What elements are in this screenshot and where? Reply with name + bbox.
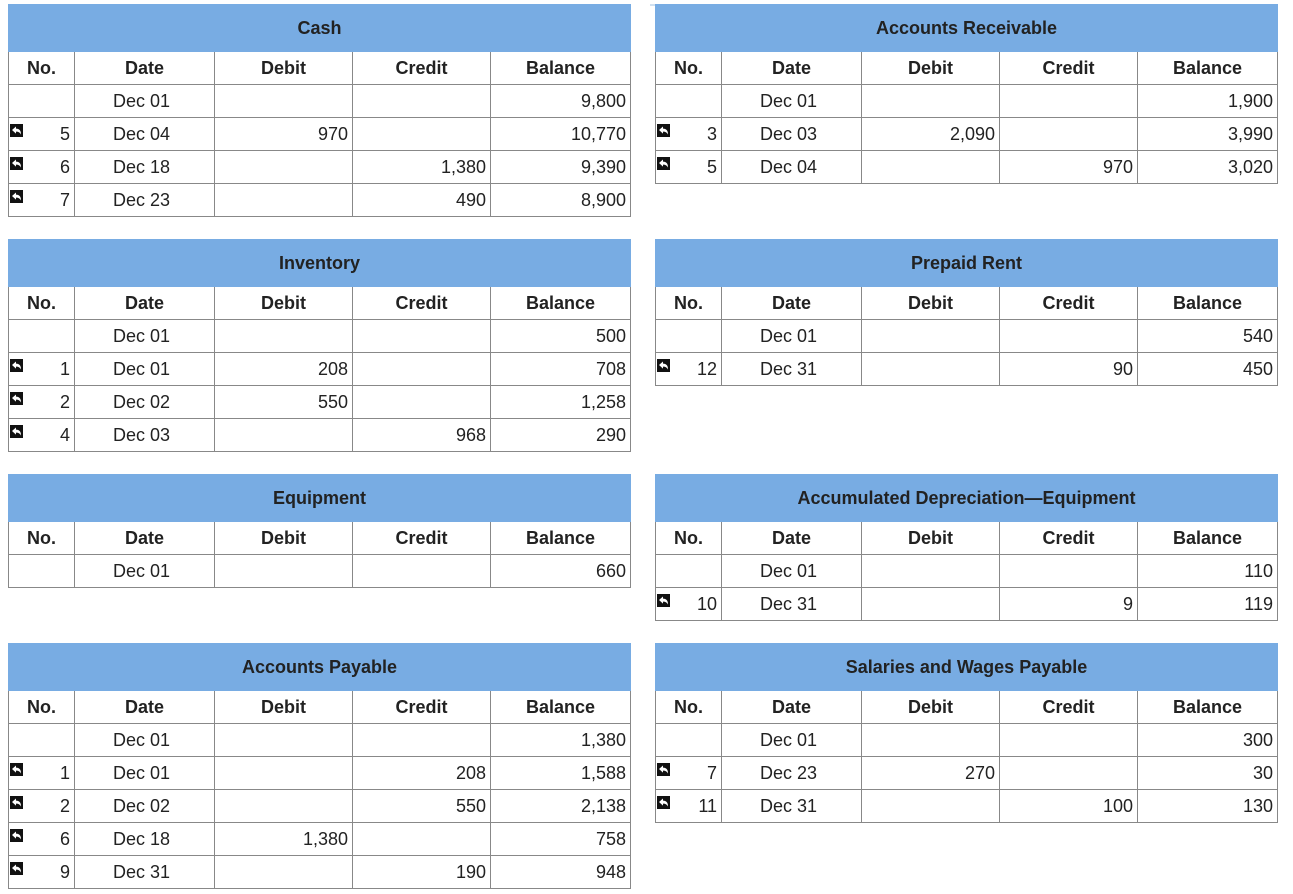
debit-cell (862, 790, 1000, 823)
credit-cell (353, 555, 491, 588)
debit-cell: 970 (215, 118, 353, 151)
entry-number-cell (9, 823, 75, 856)
debit-cell (862, 85, 1000, 118)
account-title: Equipment (9, 475, 631, 522)
back-arrow-icon[interactable] (10, 190, 23, 203)
ledger-accumulated-depreciation-equipment (655, 474, 1277, 621)
column-header-no: No. (656, 691, 722, 724)
entry-number: 4 (59, 424, 70, 445)
balance-cell: 9,390 (491, 151, 631, 184)
column-header-debit: Debit (862, 287, 1000, 320)
back-arrow-icon[interactable] (657, 594, 670, 607)
back-arrow-icon[interactable] (10, 763, 23, 776)
table-row (9, 320, 631, 353)
debit-cell (862, 555, 1000, 588)
entry-number: 2 (59, 795, 70, 816)
balance-cell: 290 (491, 419, 631, 452)
entry-number-cell (656, 118, 722, 151)
column-header-date: Date (75, 287, 215, 320)
back-arrow-icon[interactable] (10, 796, 23, 809)
credit-cell: 1,380 (353, 151, 491, 184)
back-arrow-icon[interactable] (10, 359, 23, 372)
column-header-date: Date (75, 522, 215, 555)
back-arrow-icon[interactable] (657, 763, 670, 776)
column-header-credit: Credit (353, 691, 491, 724)
credit-cell: 190 (353, 856, 491, 889)
balance-cell: 130 (1138, 790, 1278, 823)
debit-cell (862, 151, 1000, 184)
column-header-credit: Credit (353, 287, 491, 320)
balance-cell: 30 (1138, 757, 1278, 790)
column-header-balance: Balance (491, 52, 631, 85)
debit-cell (215, 856, 353, 889)
table-row (656, 724, 1278, 757)
entry-number: 7 (59, 189, 70, 210)
entry-number: 9 (59, 861, 70, 882)
column-header-no: No. (9, 52, 75, 85)
ledger-table (8, 239, 631, 452)
entry-number: 3 (706, 123, 717, 144)
balance-cell: 500 (491, 320, 631, 353)
debit-cell (862, 724, 1000, 757)
credit-cell: 9 (1000, 588, 1138, 621)
entry-number-cell (9, 85, 75, 118)
ledger-inventory (8, 239, 630, 452)
entry-number: 11 (698, 795, 717, 816)
back-arrow-icon[interactable] (10, 425, 23, 438)
date-cell: Dec 03 (75, 419, 215, 452)
date-cell: Dec 02 (75, 386, 215, 419)
column-header-debit: Debit (862, 52, 1000, 85)
column-header-no: No. (656, 52, 722, 85)
date-cell: Dec 31 (722, 790, 862, 823)
credit-cell (1000, 757, 1138, 790)
credit-cell (353, 320, 491, 353)
entry-number-cell (9, 555, 75, 588)
table-row (656, 790, 1278, 823)
back-arrow-icon[interactable] (657, 124, 670, 137)
column-header-no: No. (9, 522, 75, 555)
balance-cell: 2,138 (491, 790, 631, 823)
entry-number-cell (9, 856, 75, 889)
ledger-prepaid-rent (655, 239, 1277, 386)
debit-cell (862, 320, 1000, 353)
table-row (9, 184, 631, 217)
table-row (656, 85, 1278, 118)
date-cell: Dec 03 (722, 118, 862, 151)
balance-cell: 10,770 (491, 118, 631, 151)
account-title: Accumulated Depreciation—Equipment (656, 475, 1278, 522)
table-row (9, 823, 631, 856)
entry-number: 10 (696, 593, 717, 614)
back-arrow-icon[interactable] (657, 157, 670, 170)
debit-cell: 550 (215, 386, 353, 419)
balance-cell: 1,588 (491, 757, 631, 790)
account-title: Cash (9, 5, 631, 52)
date-cell: Dec 04 (75, 118, 215, 151)
balance-cell: 110 (1138, 555, 1278, 588)
back-arrow-icon[interactable] (10, 392, 23, 405)
table-row (9, 419, 631, 452)
date-cell: Dec 02 (75, 790, 215, 823)
credit-cell (1000, 118, 1138, 151)
date-cell: Dec 18 (75, 151, 215, 184)
credit-cell: 90 (1000, 353, 1138, 386)
date-cell: Dec 01 (722, 555, 862, 588)
column-header-no: No. (9, 287, 75, 320)
entry-number-cell (656, 85, 722, 118)
ledger-table (655, 239, 1278, 386)
column-header-credit: Credit (1000, 691, 1138, 724)
entry-number-cell (9, 353, 75, 386)
balance-cell: 300 (1138, 724, 1278, 757)
balance-cell: 3,990 (1138, 118, 1278, 151)
date-cell: Dec 23 (722, 757, 862, 790)
ledger-table (8, 643, 631, 889)
debit-cell (215, 419, 353, 452)
column-header-date: Date (722, 522, 862, 555)
column-header-debit: Debit (215, 522, 353, 555)
ledger-table (8, 474, 631, 588)
debit-cell: 1,380 (215, 823, 353, 856)
column-header-credit: Credit (1000, 287, 1138, 320)
account-title: Prepaid Rent (656, 240, 1278, 287)
column-header-balance: Balance (491, 522, 631, 555)
date-cell: Dec 23 (75, 184, 215, 217)
debit-cell (215, 724, 353, 757)
credit-cell: 970 (1000, 151, 1138, 184)
ledger-cash (8, 4, 630, 217)
entry-number-cell (9, 724, 75, 757)
table-row (9, 555, 631, 588)
table-row (656, 118, 1278, 151)
balance-cell: 660 (491, 555, 631, 588)
date-cell: Dec 01 (722, 320, 862, 353)
entry-number-cell (9, 151, 75, 184)
column-header-debit: Debit (862, 522, 1000, 555)
credit-cell (353, 353, 491, 386)
column-header-balance: Balance (1138, 691, 1278, 724)
credit-cell: 490 (353, 184, 491, 217)
column-header-credit: Credit (353, 522, 491, 555)
credit-cell (353, 724, 491, 757)
entry-number-cell (656, 353, 722, 386)
credit-cell (1000, 724, 1138, 757)
balance-cell: 9,800 (491, 85, 631, 118)
credit-cell: 100 (1000, 790, 1138, 823)
credit-cell (353, 386, 491, 419)
account-title: Inventory (9, 240, 631, 287)
column-header-balance: Balance (1138, 287, 1278, 320)
credit-cell: 208 (353, 757, 491, 790)
debit-cell: 208 (215, 353, 353, 386)
entry-number: 2 (59, 391, 70, 412)
debit-cell (215, 85, 353, 118)
balance-cell: 540 (1138, 320, 1278, 353)
credit-cell (1000, 555, 1138, 588)
ledger-table (655, 4, 1278, 184)
account-title: Accounts Payable (9, 644, 631, 691)
table-row (656, 588, 1278, 621)
table-row (656, 151, 1278, 184)
date-cell: Dec 01 (75, 320, 215, 353)
debit-cell (215, 184, 353, 217)
entry-number-cell (656, 790, 722, 823)
column-header-credit: Credit (353, 52, 491, 85)
debit-cell (215, 757, 353, 790)
balance-cell: 8,900 (491, 184, 631, 217)
column-header-credit: Credit (1000, 522, 1138, 555)
table-row (656, 353, 1278, 386)
date-cell: Dec 31 (75, 856, 215, 889)
entry-number-cell (9, 790, 75, 823)
entry-number: 12 (696, 358, 717, 379)
ledger-equipment (8, 474, 630, 588)
debit-cell (215, 790, 353, 823)
date-cell: Dec 31 (722, 353, 862, 386)
balance-cell: 758 (491, 823, 631, 856)
debit-cell: 270 (862, 757, 1000, 790)
column-header-date: Date (722, 287, 862, 320)
date-cell: Dec 01 (75, 724, 215, 757)
entry-number-cell (9, 757, 75, 790)
balance-cell: 3,020 (1138, 151, 1278, 184)
credit-cell: 550 (353, 790, 491, 823)
debit-cell (215, 320, 353, 353)
ledger-table (8, 4, 631, 217)
table-row (9, 85, 631, 118)
balance-cell: 119 (1138, 588, 1278, 621)
ledger-table (655, 643, 1278, 823)
date-cell: Dec 01 (75, 757, 215, 790)
table-row (9, 151, 631, 184)
ledger-accounts-receivable (655, 4, 1277, 184)
debit-cell (862, 588, 1000, 621)
column-header-balance: Balance (491, 287, 631, 320)
entry-number-cell (9, 419, 75, 452)
date-cell: Dec 01 (722, 724, 862, 757)
table-row (9, 386, 631, 419)
credit-cell (353, 823, 491, 856)
back-arrow-icon[interactable] (10, 157, 23, 170)
entry-number-cell (9, 386, 75, 419)
entry-number-cell (9, 184, 75, 217)
debit-cell (862, 353, 1000, 386)
date-cell: Dec 01 (75, 353, 215, 386)
entry-number: 6 (59, 156, 70, 177)
debit-cell (215, 555, 353, 588)
date-cell: Dec 01 (722, 85, 862, 118)
back-arrow-icon[interactable] (10, 124, 23, 137)
ledger-salaries-wages-payable (655, 643, 1277, 823)
date-cell: Dec 04 (722, 151, 862, 184)
balance-cell: 1,258 (491, 386, 631, 419)
back-arrow-icon[interactable] (657, 796, 670, 809)
date-cell: Dec 01 (75, 555, 215, 588)
column-header-debit: Debit (215, 287, 353, 320)
debit-cell (215, 151, 353, 184)
column-header-balance: Balance (1138, 52, 1278, 85)
credit-cell (353, 85, 491, 118)
entry-number: 5 (59, 123, 70, 144)
back-arrow-icon[interactable] (657, 359, 670, 372)
date-cell: Dec 31 (722, 588, 862, 621)
table-row (9, 790, 631, 823)
entry-number-cell (656, 757, 722, 790)
table-row (656, 555, 1278, 588)
table-row (656, 320, 1278, 353)
balance-cell: 1,900 (1138, 85, 1278, 118)
column-header-debit: Debit (215, 52, 353, 85)
entry-number-cell (656, 320, 722, 353)
entry-number-cell (9, 320, 75, 353)
entry-number: 1 (59, 762, 70, 783)
entry-number: 7 (706, 762, 717, 783)
table-row (9, 856, 631, 889)
ledger-accounts-payable (8, 643, 630, 889)
column-header-date: Date (722, 691, 862, 724)
credit-cell (1000, 85, 1138, 118)
balance-cell: 1,380 (491, 724, 631, 757)
table-row (9, 118, 631, 151)
credit-cell (353, 118, 491, 151)
column-header-no: No. (9, 691, 75, 724)
back-arrow-icon[interactable] (10, 862, 23, 875)
balance-cell: 450 (1138, 353, 1278, 386)
debit-cell: 2,090 (862, 118, 1000, 151)
entry-number-cell (656, 555, 722, 588)
table-row (9, 757, 631, 790)
entry-number-cell (656, 588, 722, 621)
column-header-no: No. (656, 287, 722, 320)
column-header-debit: Debit (862, 691, 1000, 724)
entry-number-cell (656, 724, 722, 757)
credit-cell (1000, 320, 1138, 353)
back-arrow-icon[interactable] (10, 829, 23, 842)
column-header-debit: Debit (215, 691, 353, 724)
date-cell: Dec 01 (75, 85, 215, 118)
column-header-date: Date (75, 52, 215, 85)
table-row (9, 724, 631, 757)
column-header-credit: Credit (1000, 52, 1138, 85)
balance-cell: 948 (491, 856, 631, 889)
account-title: Salaries and Wages Payable (656, 644, 1278, 691)
entry-number-cell (9, 118, 75, 151)
column-header-no: No. (656, 522, 722, 555)
date-cell: Dec 18 (75, 823, 215, 856)
table-row (9, 353, 631, 386)
column-header-balance: Balance (491, 691, 631, 724)
table-row (656, 757, 1278, 790)
column-header-date: Date (722, 52, 862, 85)
credit-cell: 968 (353, 419, 491, 452)
column-header-balance: Balance (1138, 522, 1278, 555)
entry-number: 1 (59, 358, 70, 379)
column-header-date: Date (75, 691, 215, 724)
ledger-table (655, 474, 1278, 621)
entry-number-cell (656, 151, 722, 184)
entry-number: 6 (59, 828, 70, 849)
balance-cell: 708 (491, 353, 631, 386)
entry-number: 5 (706, 156, 717, 177)
account-title: Accounts Receivable (656, 5, 1278, 52)
